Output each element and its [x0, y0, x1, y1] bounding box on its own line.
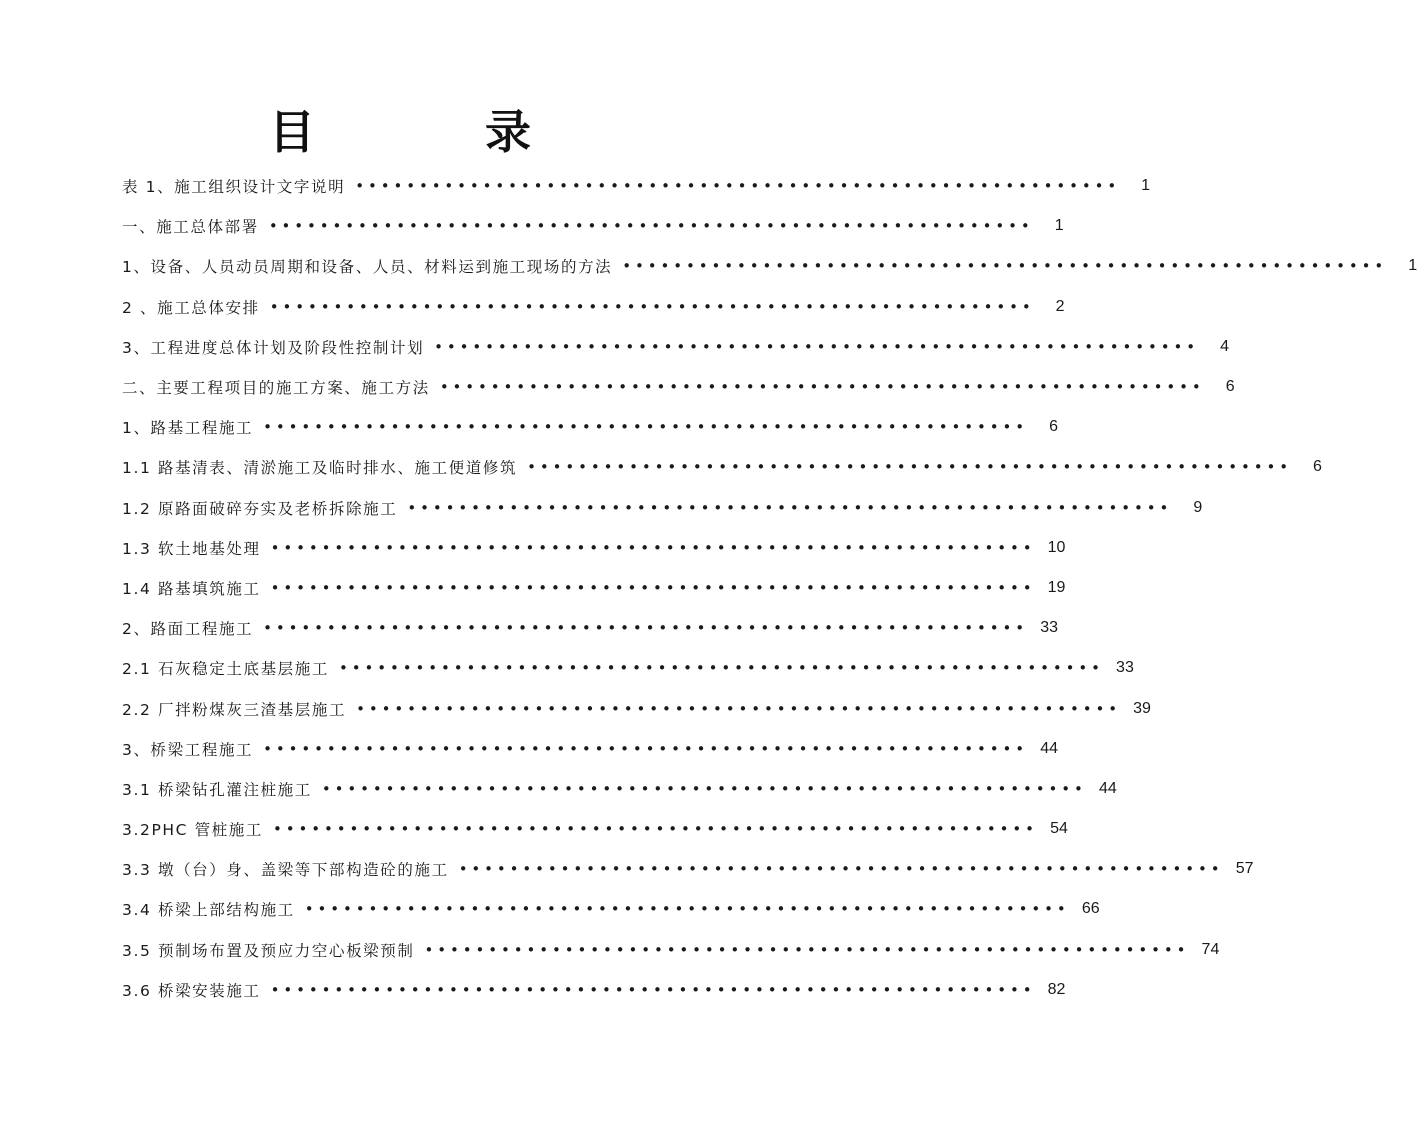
toc-leader-dots: •••••••••••••••••••••••••••••••••••••••••••••••••••••••••••• [321, 779, 1087, 798]
toc-entry[interactable] [122, 930, 1220, 970]
toc-entry-title: 3、桥梁工程施工 [122, 740, 254, 759]
toc-entry[interactable] [122, 287, 1065, 327]
toc-leader-dots: •••••••••••••••••••••••••••••••••••••••••••••••••••••••••••• [263, 619, 1029, 638]
toc-page-number: 1 [1408, 257, 1417, 275]
toc-leader-dots: •••••••••••••••••••••••••••••••••••••••••••••••••••••••••••• [269, 297, 1035, 316]
toc-entry[interactable] [122, 327, 1230, 367]
toc-page-number: 6 [1225, 378, 1235, 396]
toc-page-number: 44 [1040, 739, 1059, 757]
toc-page-number: 6 [1049, 418, 1059, 436]
toc-entry-title: 1、设备、人员动员周期和设备、人员、材料运到施工现场的方法 [122, 258, 613, 277]
toc-entry[interactable] [122, 889, 1100, 929]
toc-entry[interactable] [122, 166, 1151, 206]
toc-page-number: 4 [1220, 337, 1230, 355]
toc-entry[interactable] [122, 729, 1059, 769]
toc-page-number: 2 [1055, 297, 1065, 315]
toc-page-number: 1 [1054, 217, 1064, 235]
toc-leader-dots: •••••••••••••••••••••••••••••••••••••••••••••••••••••••••••• [355, 177, 1121, 196]
toc-leader-dots: •••••••••••••••••••••••••••••••••••••••••••••••••••••••••••• [270, 538, 1036, 557]
toc-entry[interactable] [122, 407, 1059, 447]
toc-entry-title: 3.5 预制场布置及预应力空心板梁预制 [122, 941, 415, 960]
toc-page-number: 1 [1141, 177, 1151, 195]
toc-leader-dots: •••••••••••••••••••••••••••••••••••••••••••••••••••••••••••• [424, 940, 1190, 959]
toc-entry[interactable] [122, 206, 1064, 246]
toc-leader-dots: •••••••••••••••••••••••••••••••••••••••••••••••••••••••••••• [273, 820, 1038, 839]
toc-entry[interactable] [122, 769, 1117, 809]
toc-entry-title: 2 、施工总体安排 [122, 298, 260, 317]
toc-page-number: 6 [1313, 458, 1322, 476]
toc-page-number: 9 [1193, 498, 1203, 516]
toc-page-number: 19 [1047, 578, 1066, 596]
toc-entry[interactable] [122, 367, 1235, 407]
toc-entry[interactable] [122, 447, 1322, 487]
toc-leader-dots: •••••••••••••••••••••••••••••••••••••••••••••••••••••••••••• [263, 418, 1029, 437]
toc-entry-title: 1、路基工程施工 [122, 419, 254, 438]
toc-entry[interactable] [122, 528, 1066, 568]
toc-leader-dots: •••••••••••••••••••••••••••••••••••••••••••••••••••••••••••• [338, 659, 1104, 678]
toc-entry-title: 3.1 桥梁钻孔灌注桩施工 [122, 780, 312, 799]
toc-entry[interactable] [122, 648, 1134, 688]
toc-entry-title: 3、工程进度总体计划及阶段性控制计划 [122, 338, 425, 357]
toc-page-number: 39 [1133, 699, 1151, 717]
toc-page-number: 33 [1116, 659, 1134, 677]
toc-entry-title: 3.3 墩（台）身、盖梁等下部构造砼的施工 [122, 861, 449, 880]
toc-page-number: 82 [1047, 980, 1066, 998]
toc-leader-dots: •••••••••••••••••••••••••••••••••••••••••••••••••••••••••••• [356, 699, 1121, 718]
toc-entry-title: 2、路面工程施工 [122, 620, 254, 639]
toc-page-number: 74 [1201, 940, 1220, 958]
toc-entry-title: 1.4 路基填筑施工 [122, 579, 261, 598]
toc-entry[interactable] [122, 688, 1151, 728]
toc-entry-title: 1.1 路基清表、清淤施工及临时排水、施工便道修筑 [122, 459, 518, 478]
toc-entry-title: 一、施工总体部署 [122, 218, 259, 237]
toc-entry[interactable] [122, 849, 1254, 889]
toc-entry[interactable] [122, 568, 1066, 608]
toc-entry-title: 3.2PHC 管桩施工 [122, 821, 264, 840]
toc-page-number: 33 [1040, 619, 1059, 637]
toc-entry-title: 2.1 石灰稳定土底基层施工 [122, 660, 329, 679]
toc-entry-title: 二、主要工程项目的施工方案、施工方法 [122, 379, 430, 398]
toc-entry[interactable] [122, 488, 1203, 528]
toc-entry[interactable] [122, 608, 1059, 648]
toc-entry[interactable] [122, 970, 1066, 1010]
toc-page-number: 66 [1081, 900, 1100, 918]
toc-entry-title: 1.3 软土地基处理 [122, 539, 261, 558]
toc-page-number: 57 [1235, 860, 1254, 878]
toc-leader-dots: •••••••••••••••••••••••••••••••••••••••••••••••••••••••••••• [270, 980, 1036, 999]
toc-leader-dots: •••••••••••••••••••••••••••••••••••••••••••••••••••••••••••• [458, 860, 1224, 879]
toc-entry-title: 3.4 桥梁上部结构施工 [122, 901, 295, 920]
toc-entry-title: 1.2 原路面破碎夯实及老桥拆除施工 [122, 499, 398, 518]
table-of-contents [122, 166, 1417, 1010]
toc-entry-title: 3.6 桥梁安装施工 [122, 981, 261, 1000]
toc-entry-title: 表 1、施工组织设计文字说明 [122, 178, 346, 197]
toc-leader-dots: •••••••••••••••••••••••••••••••••••••••••••••••••••••••••••• [270, 578, 1036, 597]
page-title: 目 录 [269, 105, 593, 159]
toc-entry-title: 2.2 厂拌粉煤灰三渣基层施工 [122, 700, 347, 719]
toc-page-number: 10 [1047, 538, 1066, 556]
toc-leader-dots: •••••••••••••••••••••••••••••••••••••••••••••••••••••••••••• [268, 217, 1034, 236]
toc-page-number: 54 [1050, 820, 1068, 838]
toc-leader-dots: •••••••••••••••••••••••••••••••••••••••••••••••••••••••••••• [434, 337, 1200, 356]
toc-leader-dots: •••••••••••••••••••••••••••••••••••••••••••••••••••••••••••• [407, 498, 1173, 517]
toc-page-number: 44 [1098, 779, 1117, 797]
toc-leader-dots: •••••••••••••••••••••••••••••••••••••••••••••••••••••••••••• [527, 458, 1292, 477]
toc-leader-dots: •••••••••••••••••••••••••••••••••••••••••••••••••••••••••••• [263, 739, 1029, 758]
toc-leader-dots: •••••••••••••••••••••••••••••••••••••••••••••••••••••••••••• [622, 257, 1388, 276]
toc-leader-dots: •••••••••••••••••••••••••••••••••••••••••••••••••••••••••••• [304, 900, 1070, 919]
toc-leader-dots: •••••••••••••••••••••••••••••••••••••••••••••••••••••••••••• [439, 378, 1205, 397]
toc-entry[interactable] [122, 246, 1417, 286]
toc-entry[interactable] [122, 809, 1068, 849]
